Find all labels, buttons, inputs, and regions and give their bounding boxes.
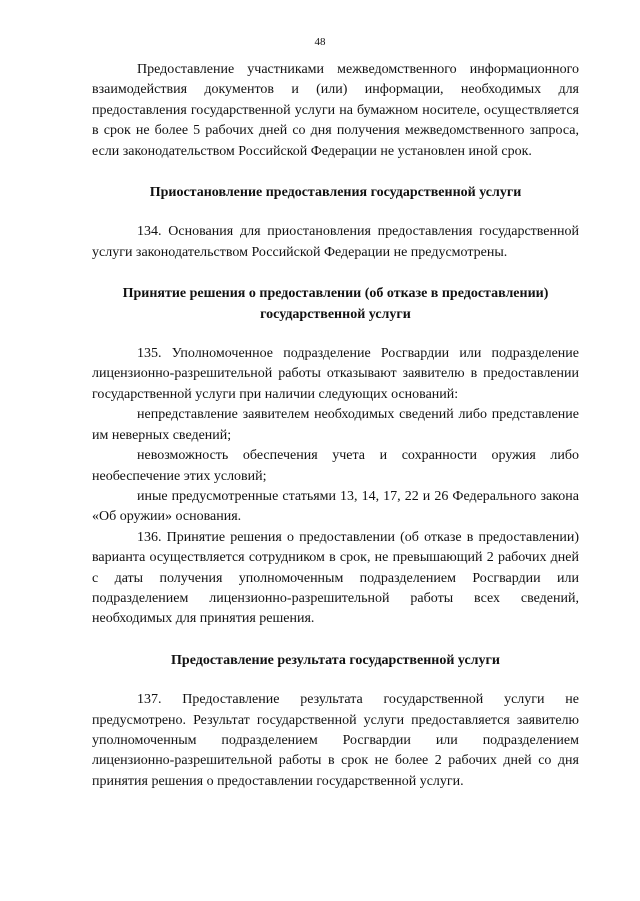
paragraph-136: 136. Принятие решения о предоставлении (об отказе в предоставлении) варианта осуществляется сотрудником в срок, не превышающий 2 рабочих дней с даты получения уполномоченным подразделением Росгвардии или подразделением лицензионно-разрешительной работы всех сведений, необходимых для принятия решения. [92, 529, 579, 627]
paragraph-135-item-2: невозможность обеспечения учета и сохранности оружия либо необеспечение этих условий; [92, 448, 579, 484]
paragraph-interagency-deadline: Предоставление участниками межведомственного информационного взаимодействия документов и (или) информации, необходимых для предоставления государственной услуги на бумажном носителе, осуществляется в срок не более 5 рабочих дней со дня получения межведомственного запроса, если законодательством Российской Федерации не установлен иной срок. [92, 62, 579, 159]
heading-decision: Принятие решения о предоставлении (об отказе в предоставлении) государственной услуги [122, 286, 549, 322]
heading-result: Предоставление результата государственной услуги [171, 652, 500, 668]
paragraph-135-item-3: иные предусмотренные статьями 13, 14, 17, 22 и 26 Федерального закона «Об оружии» основания. [92, 488, 579, 525]
document-body [92, 60, 579, 792]
paragraph-134: 134. Основания для приостановления предоставления государственной услуги законодательством Российской Федерации не предусмотрены. [92, 224, 579, 260]
paragraph-137: 137. Предоставление результата государственной услуги не предусмотрено. Результат государственной услуги предоставляется заявителю уполномоченным подразделением Росгвардии или подразделением лицензионно-разрешительной работы в срок не более 2 рабочих дней со дня принятия решения о предоставлении государственной услуги. [92, 692, 579, 789]
page-number: 48 [314, 36, 326, 48]
heading-suspension: Приостановление предоставления государственной услуги [149, 185, 522, 201]
paragraph-135-item-1: непредставление заявителем необходимых сведений либо представление им неверных сведений; [92, 407, 579, 443]
paragraph-135: 135. Уполномоченное подразделение Росгвардии или подразделение лицензионно-разрешительной работы отказывают заявителю в предоставлении государственной услуги при наличии следующих оснований: [92, 346, 579, 402]
